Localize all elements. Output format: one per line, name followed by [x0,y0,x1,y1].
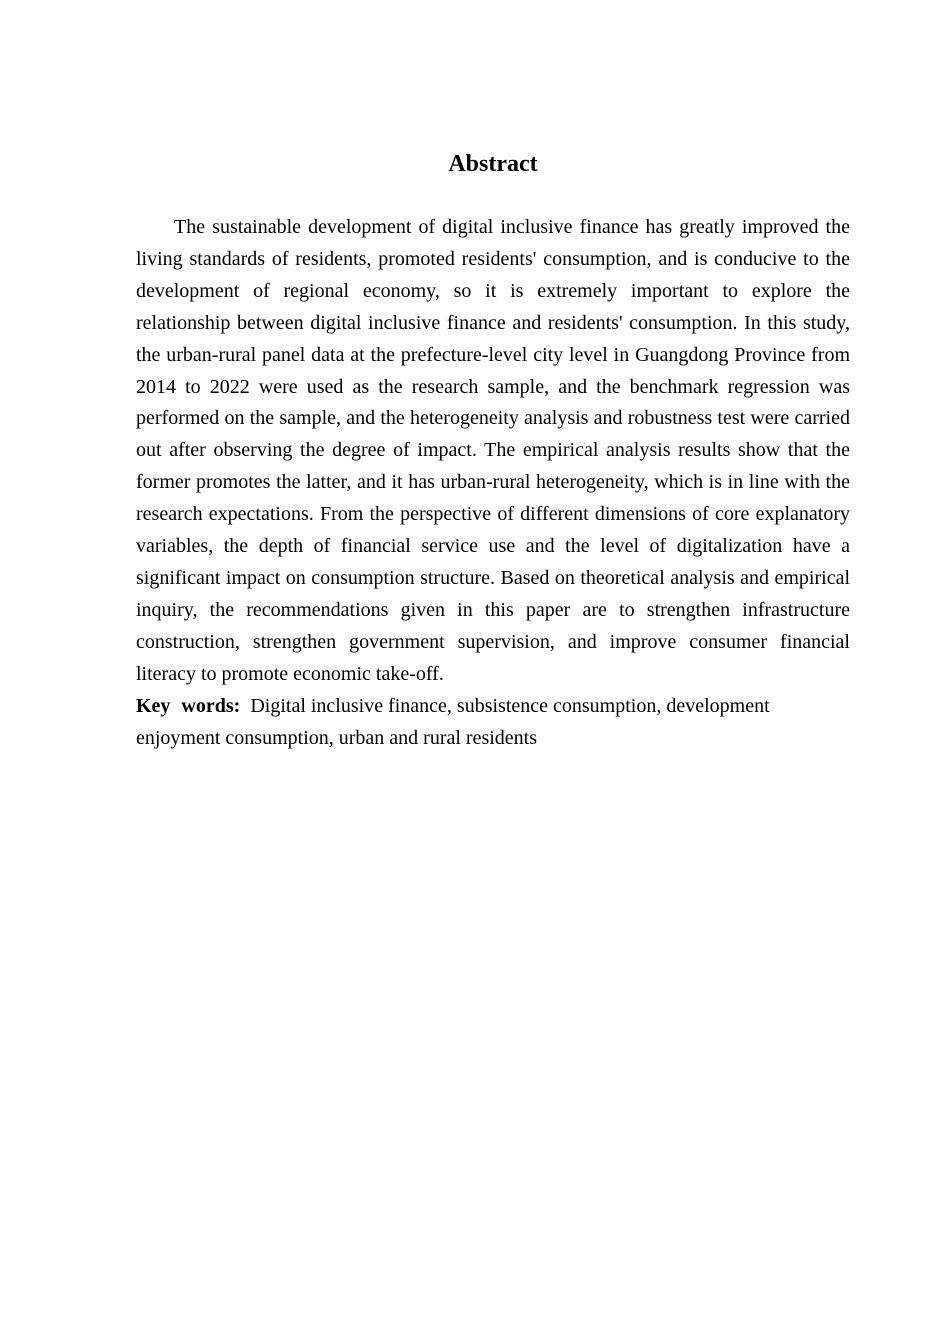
abstract-title: Abstract [448,151,538,177]
keywords-label: Key words: [136,694,241,717]
keywords-text: Digital inclusive finance, subsistence consumption, development enjoyment consumption, urban and rural residents [136,694,770,749]
abstract-body [136,212,850,754]
abstract-paragraph: The sustainable development of digital inclusive finance has greatly improved the living standards of residents, promoted residents' consumption, and is conducive to the development of regional economy, so it is extremely important to explore the relationship between digital inclusive finance and residents' consumption. In this study, the urban-rural panel data at the prefecture-level city level in Guangdong Province from 2014 to 2022 were used as the research sample, and the benchmark regression was performed on the sample, and the heterogeneity analysis and robustness test were carried out after observing the degree of impact. The empirical analysis results show that the former promotes the latter, and it has urban-rural heterogeneity, which is in line with the research expectations. From the perspective of different dimensions of core explanatory variables, the depth of financial service use and the level of digitalization have a significant impact on consumption structure. Based on theoretical analysis and empirical inquiry, the recommendations given in this paper are to strengthen infrastructure construction, strengthen government supervision, and improve consumer financial literacy to promote economic take-off. [136,216,850,685]
keywords-line [136,691,850,755]
